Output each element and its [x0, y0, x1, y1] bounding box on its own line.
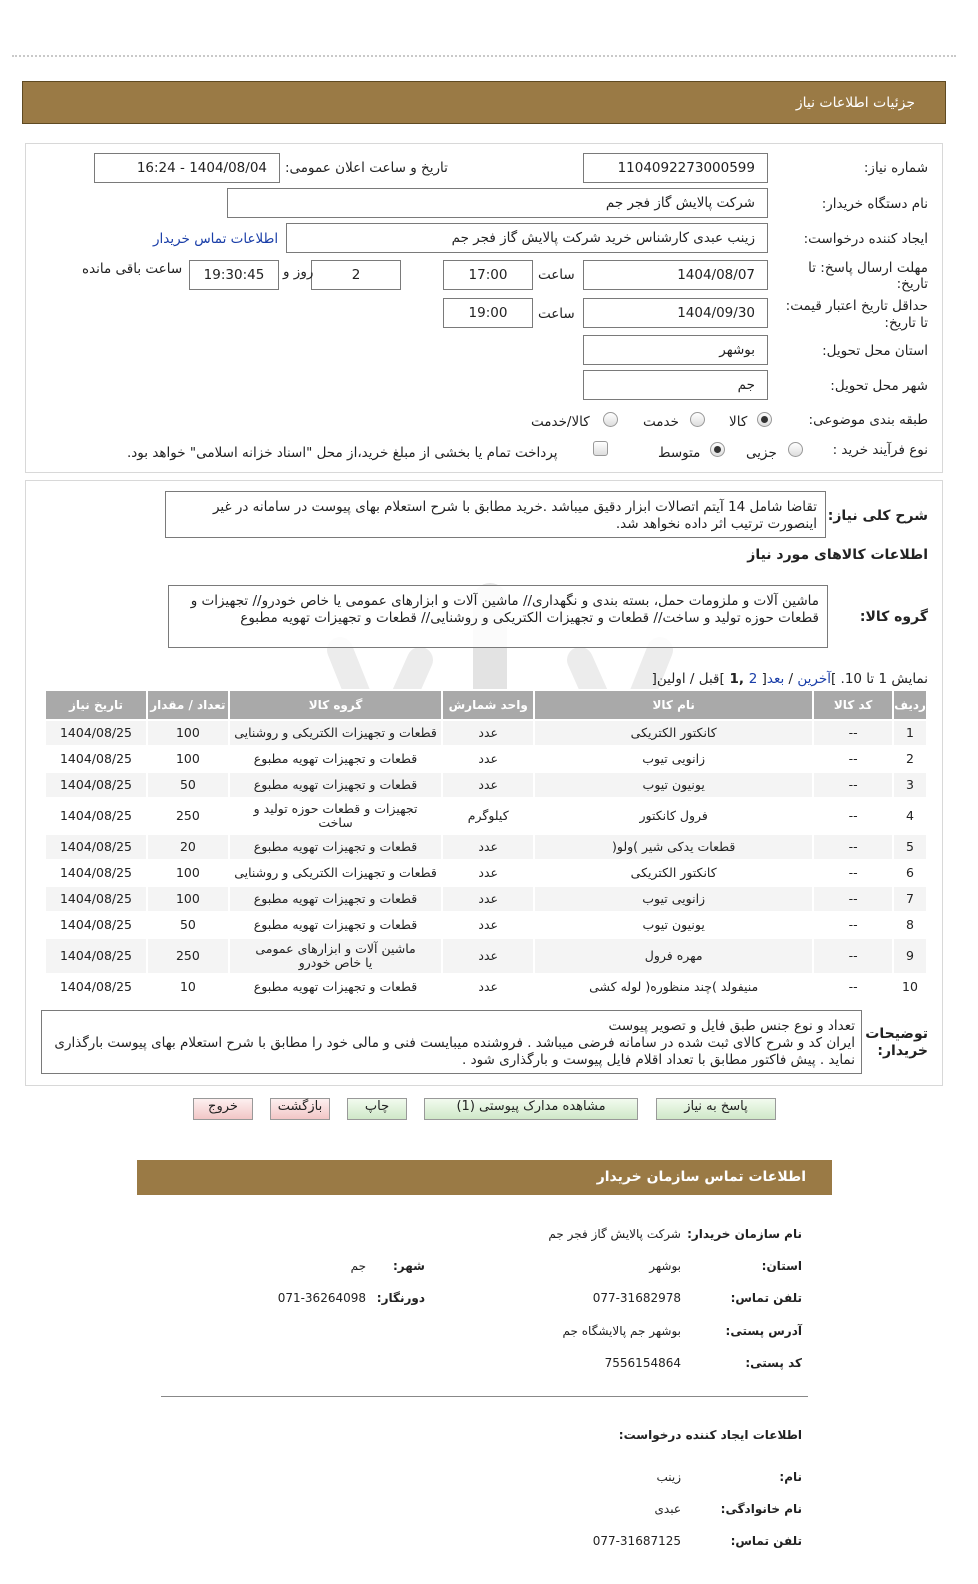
need-number-label: شماره نیاز: [863, 160, 928, 176]
postal-label: کد پستی: [745, 1356, 802, 1370]
fax-label: دورنگار: [376, 1291, 425, 1305]
province-label: استان محل تحویل: [822, 343, 928, 359]
process-option-minor: جزیی [746, 445, 777, 461]
table-row [45, 798, 927, 834]
process-label: نوع فرآیند خرید : [832, 442, 928, 458]
table-row [45, 886, 927, 912]
city-contact-label: شهر: [393, 1259, 425, 1273]
item-quantity: 100 [147, 860, 229, 886]
pagination-page-1: ,1 [724, 671, 749, 687]
table-row [45, 834, 927, 860]
item-name: کانکتور الکتریکی [534, 720, 813, 746]
item-unit: عدد [442, 912, 534, 938]
row-number: 5 [893, 834, 927, 860]
exit-button[interactable]: خروج [193, 1098, 253, 1120]
col-quantity: تعداد / مقدار [147, 690, 229, 720]
item-name: یونیون تیوب [534, 912, 813, 938]
validity-label-2: تا تاریخ: [884, 315, 928, 331]
province-contact-label: استان: [761, 1259, 802, 1273]
category-option-goods: کالا [729, 414, 748, 430]
process-radio-medium[interactable] [710, 442, 725, 457]
item-need-date: 1404/08/25 [45, 772, 147, 798]
item-need-date: 1404/08/25 [45, 834, 147, 860]
item-unit: عدد [442, 746, 534, 772]
item-code: -- [813, 912, 893, 938]
validity-label: حداقل تاریخ اعتبار قیمت: [785, 298, 928, 314]
deadline-label-2: تاریخ: [896, 276, 928, 292]
row-number: 6 [893, 860, 927, 886]
buyer-notes-line-1: تعداد و نوع جنس طبق فایل و تصویر پیوست [608, 1018, 855, 1034]
table-row [45, 860, 927, 886]
item-unit: عدد [442, 886, 534, 912]
pagination-open: [ [757, 671, 767, 687]
item-quantity: 100 [147, 886, 229, 912]
item-need-date: 1404/08/25 [45, 938, 147, 974]
item-unit: عدد [442, 938, 534, 974]
province-contact-value: بوشهر [649, 1259, 681, 1273]
buyer-contact-link[interactable]: اطلاعات تماس خریدار [153, 231, 279, 247]
item-code: -- [813, 746, 893, 772]
pagination-last-link[interactable]: آخرین [797, 671, 831, 687]
table-row [45, 974, 927, 1000]
item-code: -- [813, 772, 893, 798]
pagination [652, 671, 928, 687]
table-row [45, 720, 927, 746]
city-label: شهر محل تحویل: [830, 378, 928, 394]
col-row-number: ردیف [893, 690, 927, 720]
goods-section-title: اطلاعات کالاهای مورد نیاز [747, 547, 928, 563]
item-group: تجهیزات و قطعات حوزه تولید و ساخت [229, 798, 443, 834]
buyer-notes-box [41, 1010, 862, 1074]
item-quantity: 250 [147, 938, 229, 974]
contact-header [137, 1160, 832, 1195]
page-header [22, 81, 946, 124]
item-group: قطعات و تجهیزات تهویه مطبوع [229, 834, 443, 860]
item-quantity: 10 [147, 974, 229, 1000]
row-number: 9 [893, 938, 927, 974]
treasury-payment-note: پرداخت تمام یا بخشی از مبلغ خرید،از محل "اسناد خزانه اسلامی" خواهد بود. [127, 445, 558, 461]
category-option-service: خدمت [643, 414, 679, 430]
deadline-date-field: 1404/08/07 [583, 260, 768, 290]
item-code: -- [813, 860, 893, 886]
item-unit: عدد [442, 834, 534, 860]
city-contact-value: جم [350, 1259, 366, 1273]
buyer-label: نام دستگاه خریدار: [821, 196, 928, 212]
row-number: 1 [893, 720, 927, 746]
category-radio-goods[interactable] [757, 412, 772, 427]
announce-field: 1404/08/04 - 16:24 [94, 153, 280, 183]
col-unit: واحد شمارش [442, 690, 534, 720]
category-radio-service[interactable] [690, 412, 705, 427]
item-need-date: 1404/08/25 [45, 746, 147, 772]
table-row [45, 746, 927, 772]
days-label: روز و [283, 264, 314, 280]
creator-label: ایجاد کننده درخواست: [803, 231, 928, 247]
pagination-suffix: ]قبل / اولین[ [651, 671, 725, 687]
treasury-payment-checkbox[interactable] [593, 441, 608, 456]
item-name: کانکتور الکتریکی [534, 860, 813, 886]
goods-group-label: گروه کالا: [859, 609, 928, 625]
item-need-date: 1404/08/25 [45, 860, 147, 886]
item-group: قطعات و تجهیزات الکتریکی و روشنایی [229, 860, 443, 886]
buyer-notes-label: توضیحات [865, 1026, 928, 1042]
item-group: قطعات و تجهیزات تهویه مطبوع [229, 886, 443, 912]
postal-value: 7556154864 [604, 1356, 681, 1370]
process-option-medium: متوسط [658, 445, 701, 461]
item-code: -- [813, 720, 893, 746]
creator-name-label: نام: [779, 1470, 802, 1484]
item-need-date: 1404/08/25 [45, 720, 147, 746]
pagination-page-2-link[interactable]: 2 [748, 671, 758, 687]
row-number: 3 [893, 772, 927, 798]
item-unit: کیلوگرم [442, 798, 534, 834]
item-name: زانویی تیوب [534, 886, 813, 912]
org-label: نام سازمان خریدار: [687, 1227, 802, 1241]
row-number: 8 [893, 912, 927, 938]
deadline-time-label: ساعت [538, 267, 575, 283]
top-dotted-divider [12, 55, 956, 57]
item-name: فرول کانکتور [534, 798, 813, 834]
item-need-date: 1404/08/25 [45, 974, 147, 1000]
buyer-field: شرکت پالایش گاز فجر جم [227, 188, 768, 218]
need-number-field: 1104092273000599 [583, 153, 768, 183]
item-need-date: 1404/08/25 [45, 798, 147, 834]
description-label: شرح کلی نیاز: [827, 508, 928, 524]
remaining-label: ساعت باقی مانده [82, 261, 183, 277]
item-group: قطعات و تجهیزات تهویه مطبوع [229, 974, 443, 1000]
item-group: قطعات و تجهیزات الکتریکی و روشنایی [229, 720, 443, 746]
deadline-label: مهلت ارسال پاسخ: تا [808, 260, 928, 276]
item-group: ماشین آلات و ابزارهای عمومی یا خاص خودرو [229, 938, 443, 974]
creator-info-title: اطلاعات ایجاد کننده درخواست: [618, 1428, 802, 1442]
item-unit: عدد [442, 860, 534, 886]
address-label: آدرس پستی: [725, 1324, 802, 1338]
phone-value: 077-31682978 [592, 1291, 681, 1305]
col-item-name: نام کالا [534, 690, 813, 720]
address-value: بوشهر جم پالایشگاه جم [562, 1324, 681, 1338]
item-need-date: 1404/08/25 [45, 912, 147, 938]
page-title: جزئيات اطلاعات نیاز [795, 95, 915, 111]
row-number: 4 [893, 798, 927, 834]
days-field: 2 [311, 260, 401, 290]
item-name: قطعات یدکی شیر )ولو( [534, 834, 813, 860]
row-number: 10 [893, 974, 927, 1000]
remaining-time-field: 19:30:45 [189, 260, 279, 290]
item-name: مهره فرول [534, 938, 813, 974]
item-code: -- [813, 834, 893, 860]
reply-button[interactable]: پاسخ به نیاز [656, 1098, 776, 1120]
item-group: قطعات و تجهیزات تهویه مطبوع [229, 772, 443, 798]
org-value: شرکت پالایش گاز فجر جم [548, 1227, 681, 1241]
item-code: -- [813, 886, 893, 912]
goods-table-header [45, 690, 927, 720]
item-quantity: 250 [147, 798, 229, 834]
phone-label: تلفن تماس: [730, 1291, 802, 1305]
col-item-code: کد کالا [813, 690, 893, 720]
item-code: -- [813, 938, 893, 974]
print-button[interactable]: چاپ [347, 1098, 407, 1120]
pagination-next-link[interactable]: بعد [766, 671, 785, 687]
goods-table [44, 689, 928, 1001]
item-need-date: 1404/08/25 [45, 886, 147, 912]
item-unit: عدد [442, 772, 534, 798]
goods-group-box: ماشین آلات و ملزومات حمل، بسته بندی و نگهداری// ماشین آلات و ابزارهای عمومی یا خاص خودرو// تجهیزات و قطعات حوزه تولید و ساخت// قطعات و تجهیزات الکتریکی و روشنایی// قطعات و تجهیزات تهویه مطبوع [168, 585, 828, 648]
item-group: قطعات و تجهیزات تهویه مطبوع [229, 912, 443, 938]
creator-family-value: عبدی [654, 1502, 681, 1516]
item-quantity: 20 [147, 834, 229, 860]
category-radio-both[interactable] [603, 412, 618, 427]
validity-time-label: ساعت [538, 306, 575, 322]
item-quantity: 100 [147, 746, 229, 772]
col-item-group: گروه کالا [229, 690, 443, 720]
announce-label: تاریخ و ساعت اعلان عمومی: [285, 160, 448, 176]
item-name: یونیون تیوب [534, 772, 813, 798]
item-quantity: 100 [147, 720, 229, 746]
buyer-notes-line-2: ایران کد و شرح کالای ثبت شده در سامانه فرضی میباشد . فروشنده میبایست فنی و مالی خود را مطابق با شرح استعلام بهای پیوست بارگذاری نماید . پیش فاکتور مطابق با تعداد اقلام فایل پیوست و بارگذاری شود . [54, 1035, 855, 1068]
item-unit: عدد [442, 974, 534, 1000]
validity-date-field: 1404/09/30 [583, 298, 768, 328]
attachments-button[interactable]: مشاهده مدارک پیوستی (1) [424, 1098, 638, 1120]
col-need-date: تاریخ نیاز [45, 690, 147, 720]
pagination-prefix: نمایش 1 تا 10. ] [830, 671, 928, 687]
item-group: قطعات و تجهیزات تهویه مطبوع [229, 746, 443, 772]
back-button[interactable]: بازگشت [270, 1098, 330, 1120]
item-unit: عدد [442, 720, 534, 746]
row-number: 7 [893, 886, 927, 912]
deadline-time-field: 17:00 [443, 260, 533, 290]
category-label: طبقه بندی موضوعی: [808, 412, 928, 428]
creator-family-label: نام خانوادگی: [720, 1502, 802, 1516]
table-row [45, 938, 927, 974]
row-number: 2 [893, 746, 927, 772]
item-name: زانویی تیوب [534, 746, 813, 772]
creator-phone-label: تلفن تماس: [730, 1534, 802, 1548]
process-radio-minor[interactable] [788, 442, 803, 457]
table-row [45, 912, 927, 938]
item-code: -- [813, 974, 893, 1000]
table-row [45, 772, 927, 798]
item-code: -- [813, 798, 893, 834]
category-option-both: کالا/خدمت [531, 414, 590, 430]
creator-name-value: زینب [656, 1470, 681, 1484]
contact-title: اطلاعات تماس سازمان خریدار [596, 1169, 806, 1185]
validity-time-field: 19:00 [443, 298, 533, 328]
creator-field: زینب عبدی کارشناس خرید شرکت پالایش گاز فجر جم [286, 223, 768, 253]
province-field: بوشهر [583, 335, 768, 365]
fax-value: 071-36264098 [277, 1291, 366, 1305]
description-box: تقاضا شامل 14 آیتم اتصالات ابزار دقیق میباشد .خرید مطابق با شرح استعلام بهای پیوست در سامانه در غیر اینصورت ترتیب اثر داده نخواهد شد. [165, 491, 826, 538]
buyer-notes-label-2: خریدار: [877, 1043, 928, 1059]
contact-divider [161, 1396, 808, 1397]
item-quantity: 50 [147, 772, 229, 798]
creator-phone-value: 077-31687125 [592, 1534, 681, 1548]
city-field: جم [583, 370, 768, 400]
item-name: منیفولد )چند منظوره( لوله کشی [534, 974, 813, 1000]
pagination-sep: / [784, 671, 798, 687]
item-quantity: 50 [147, 912, 229, 938]
